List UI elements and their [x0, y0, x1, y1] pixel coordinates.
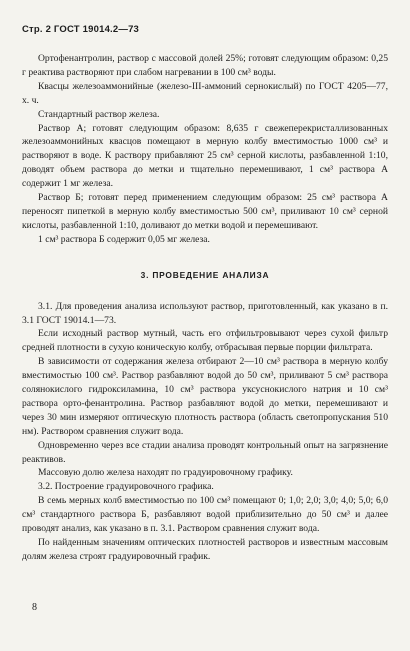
- paragraph: Ортофенантролин, раствор с массовой долей 25%; готовят следующим образом: 0,25 г реактива растворяют при слабом нагревании в 100 см³ воды.: [22, 53, 388, 78]
- paragraph: Квасцы железоаммонийные (железо-III-аммоний сернокислый) по ГОСТ 4205—77, х. ч.: [22, 80, 388, 106]
- paragraph: Стандартный раствор железа.: [38, 108, 160, 120]
- paragraph: Раствор А; готовят следующим образом: 8,635 г свежеперекристаллизованных железоаммонийных квасцов помещают в мерную колбу вместимостью 1000 см³ и растворяют в воде. К раствору прибавляют 25 см³ серной кислоты, разбавленной 1:10, доводят объем раствора до метки и тщательно перемешивают, 1 см³ раствора А содержит 1 мг железа.: [22, 122, 388, 190]
- section-title: 3. ПРОВЕДЕНИЕ АНАЛИЗА: [140, 269, 270, 280]
- paragraph: Раствор Б; готовят перед применением следующим образом: 25 см³ раствора А переносят пипеткой в мерную колбу вместимостью 500 см³, приливают 10 см³ серной кислоты, разбавленной 1:10, доливают до метки водой и перемешивают.: [22, 192, 388, 231]
- paragraph: Если исходный раствор мутный, часть его отфильтровывают через сухой фильтр средней плотности в сухую коническую колбу, отбрасывая первые порции фильтрата.: [22, 328, 388, 354]
- paragraph: В зависимости от содержания железа отбирают 2—10 см³ раствора в мерную колбу вместимостью 100 см³. Раствор разбавляют водой до 50 см³, приливают 5 см³ раствора солянокислого гидроксиламина, 10 см³ раствора уксуснокислого натрия и 10 см³ раствора орто-фенантролина. Раствор разбавляют водой до метки, перемешивают и через 30 мин измеряют оптическую плотность раствора (область светопропускания 510 нм). Раствором сравнения служит вода.: [22, 356, 388, 437]
- page-number: 8: [32, 602, 37, 613]
- paragraph: 3.1. Для проведения анализа используют раствор, приготовленный, как указано в п. 3.1 ГОСТ 19014.1—73.: [22, 300, 388, 326]
- paragraph: 3.2. Построение градуировочного графика.: [38, 481, 214, 493]
- paragraph: Массовую долю железа находят по градуировочному графику.: [38, 467, 293, 479]
- paragraph: В семь мерных колб вместимостью по 100 см³ помещают 0; 1,0; 2,0; 3,0; 4,0; 5,0; 6,0 см³ стандартного раствора Б, разбавляют водой приблизительно до 50 см³ и далее проводят анализ, как указано в п. 3.1. Раствором сравнения служит вода.: [22, 495, 388, 535]
- paragraph: По найденным значениям оптических плотностей растворов и известным массовым долям железа строят градуировочный график.: [22, 537, 388, 562]
- paragraph: 1 см³ раствора Б содержит 0,05 мг железа.: [38, 233, 210, 245]
- paragraph: Одновременно через все стадии анализа проводят контрольный опыт на загрязнение реактивов.: [22, 439, 388, 465]
- body-text: [22, 52, 388, 564]
- page-header: Стр. 2 ГОСТ 19014.2—73: [22, 24, 140, 35]
